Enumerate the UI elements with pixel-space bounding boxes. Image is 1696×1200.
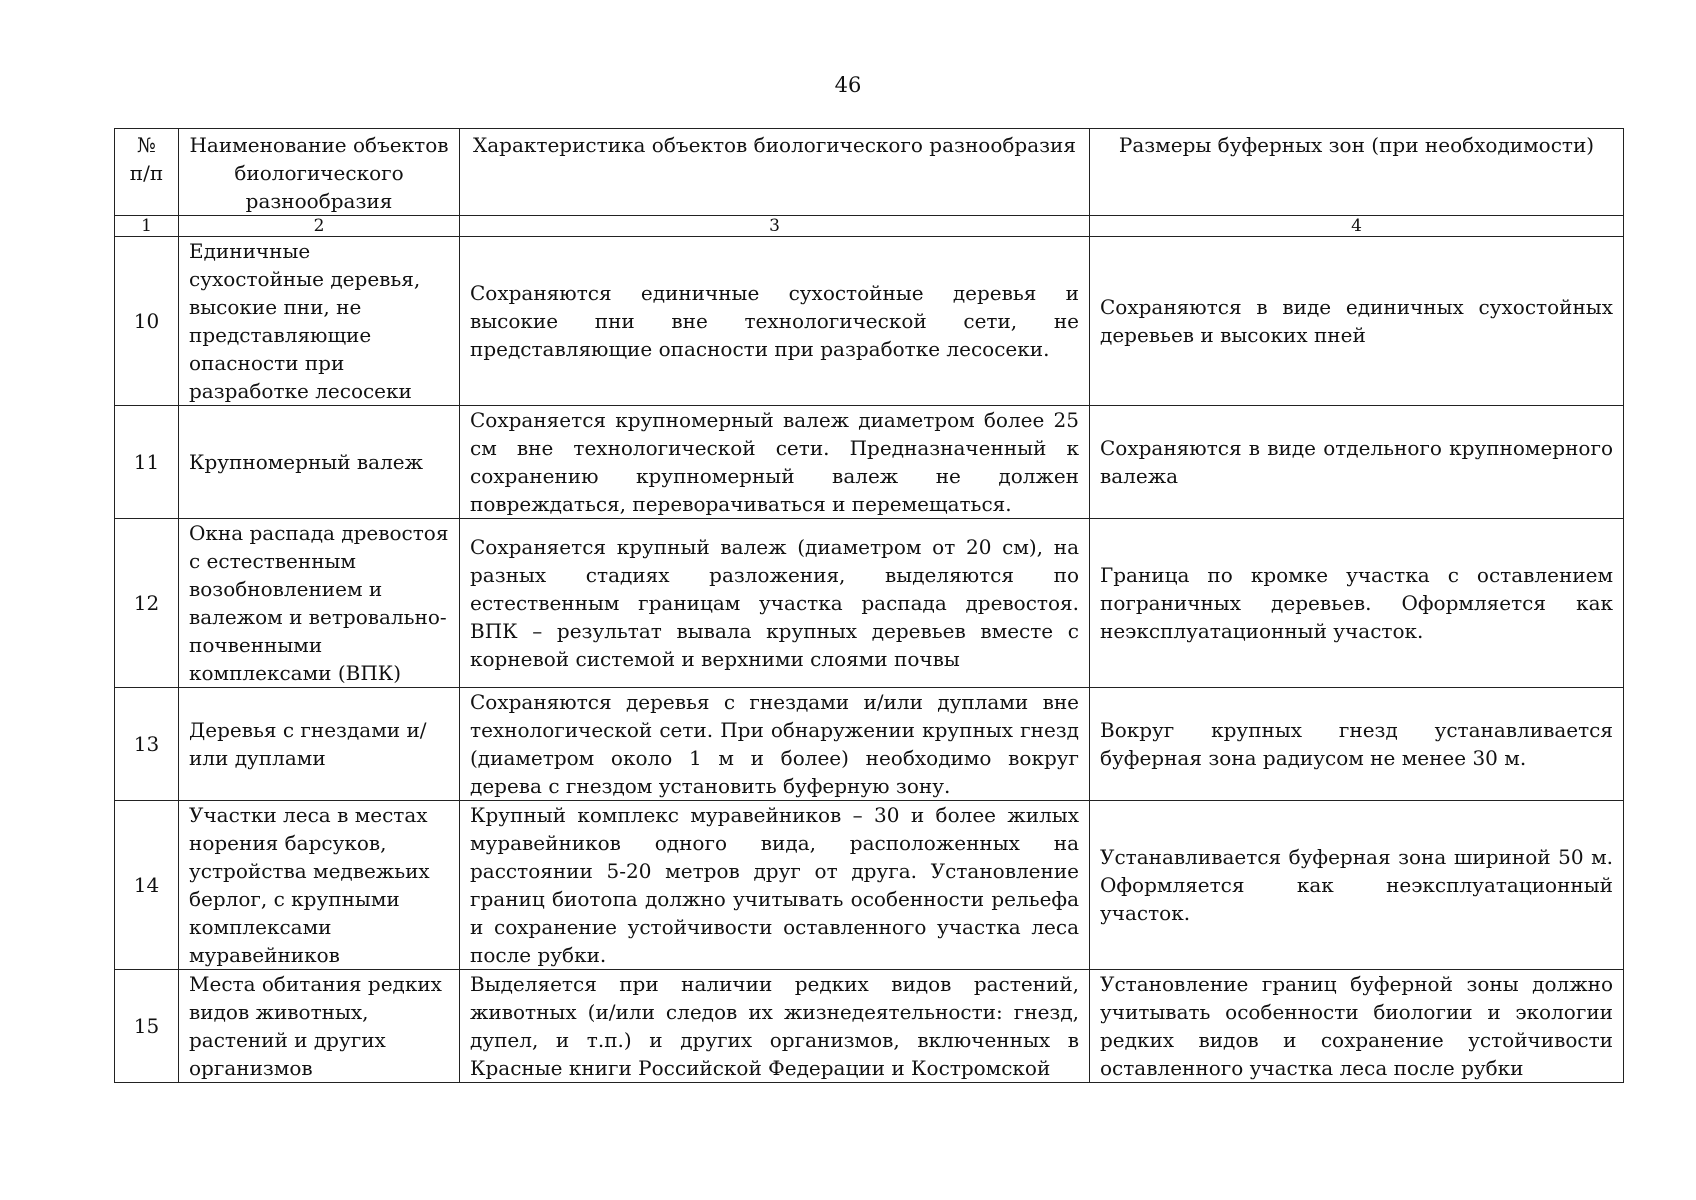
column-number: 3 xyxy=(460,216,1090,237)
column-number: 4 xyxy=(1090,216,1624,237)
object-name: Окна распада древостоя с естественным возобновлением и валежом и ветровально-почвенными комплексами (ВПК) xyxy=(179,519,460,688)
object-name: Места обитания редких видов животных, растений и других организмов xyxy=(179,970,460,1083)
header-characteristic: Характеристика объектов биологического разнообразия xyxy=(460,129,1090,216)
row-number: 15 xyxy=(115,970,179,1083)
buffer-zone: Устанавливается буферная зона шириной 50 м. Оформляется как неэксплуатационный участок. xyxy=(1090,801,1624,970)
buffer-zone: Сохраняются в виде отдельного крупномерного валежа xyxy=(1090,406,1624,519)
header-object-name: Наименование объектов биологического разнообразия xyxy=(179,129,460,216)
header-buffer-zone: Размеры буферных зон (при необходимости) xyxy=(1090,129,1624,216)
column-number-row xyxy=(115,216,1624,237)
table-row xyxy=(115,970,1624,1083)
buffer-zone: Вокруг крупных гнезд устанавливается буферная зона радиусом не менее 30 м. xyxy=(1090,688,1624,801)
header-number: № п/п xyxy=(115,129,179,216)
buffer-zone: Установление границ буферной зоны должно учитывать особенности биологии и экологии редких видов и сохранение устойчивости оставленного участка леса после рубки xyxy=(1090,970,1624,1083)
table-row xyxy=(115,688,1624,801)
row-number: 13 xyxy=(115,688,179,801)
object-description: Выделяется при наличии редких видов растений, животных (и/или следов их жизнедеятельности: гнезд, дупел, и т.п.) и других организмов, включенных в Красные книги Российской Федерации и Костромской xyxy=(460,970,1090,1083)
object-description: Сохраняются единичные сухостойные деревья и высокие пни вне технологической сети, не представляющие опасности при разработке лесосеки. xyxy=(460,237,1090,406)
object-name: Участки леса в местах норения барсуков, устройства медвежьих берлог, с крупными комплексами муравейников xyxy=(179,801,460,970)
object-name: Деревья с гнездами и/или дуплами xyxy=(179,688,460,801)
object-description: Сохраняются деревья с гнездами и/или дуплами вне технологической сети. При обнаружении крупных гнезд (диаметром около 1 м и более) необходимо вокруг дерева с гнездом установить буферную зону. xyxy=(460,688,1090,801)
row-number: 10 xyxy=(115,237,179,406)
row-number: 14 xyxy=(115,801,179,970)
table-row xyxy=(115,801,1624,970)
object-name: Единичные сухостойные деревья, высокие пни, не представляющие опасности при разработке лесосеки xyxy=(179,237,460,406)
table-header-row xyxy=(115,129,1624,216)
column-number: 2 xyxy=(179,216,460,237)
object-description: Сохраняется крупный валеж (диаметром от 20 см), на разных стадиях разложения, выделяются по естественным границам участка распада древостоя. ВПК – результат вывала крупных деревьев вместе с корневой системой и верхними слоями почвы xyxy=(460,519,1090,688)
table-row xyxy=(115,406,1624,519)
column-number: 1 xyxy=(115,216,179,237)
biodiversity-table xyxy=(114,128,1624,1083)
buffer-zone: Граница по кромке участка с оставлением пограничных деревьев. Оформляется как неэксплуатационный участок. xyxy=(1090,519,1624,688)
object-description: Крупный комплекс муравейников – 30 и более жилых муравейников одного вида, расположенных на расстоянии 5-20 метров друг от друга. Установление границ биотопа должно учитывать особенности рельефа и сохранение устойчивости оставленного участка леса после рубки. xyxy=(460,801,1090,970)
object-description: Сохраняется крупномерный валеж диаметром более 25 см вне технологической сети. Предназначенный к сохранению крупномерный валеж не должен повреждаться, переворачиваться и перемещаться. xyxy=(460,406,1090,519)
buffer-zone: Сохраняются в виде единичных сухостойных деревьев и высоких пней xyxy=(1090,237,1624,406)
row-number: 11 xyxy=(115,406,179,519)
row-number: 12 xyxy=(115,519,179,688)
table-row xyxy=(115,519,1624,688)
object-name: Крупномерный валеж xyxy=(179,406,460,519)
page-number: 46 xyxy=(834,73,862,97)
table-row xyxy=(115,237,1624,406)
